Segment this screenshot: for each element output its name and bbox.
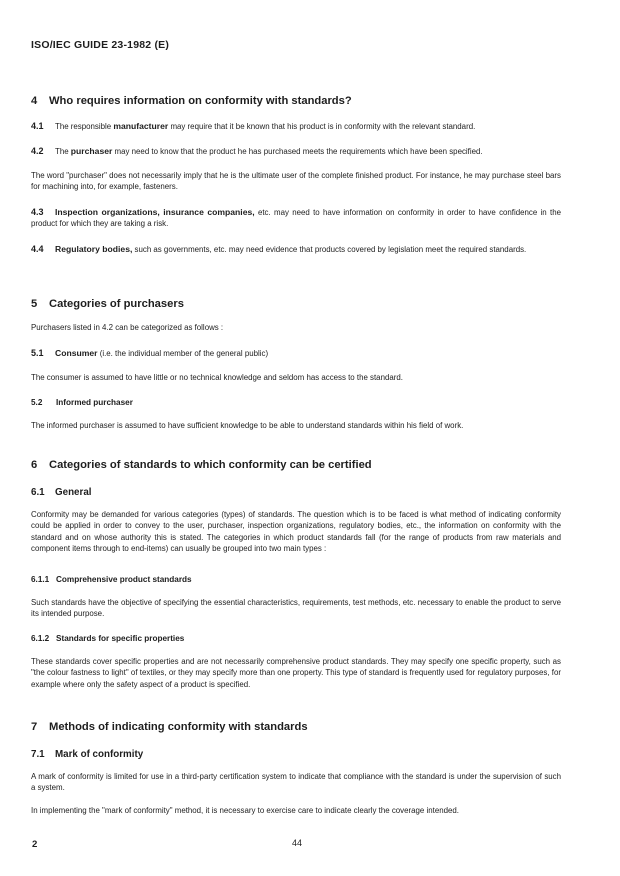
clause-text-pre: The responsible bbox=[55, 122, 114, 131]
subclause-title: Standards for specific properties bbox=[56, 634, 185, 643]
section-number: 4 bbox=[31, 95, 38, 107]
clause-number: 4.2 bbox=[31, 146, 44, 156]
paragraph-5-intro: Purchasers listed in 4.2 can be categorized as follows : bbox=[31, 323, 224, 332]
clause-number: 4.3 bbox=[31, 207, 44, 217]
section-title: Categories of standards to which conformity can be certified bbox=[49, 459, 372, 471]
clause-text-pre: The bbox=[55, 147, 71, 156]
section-number: 6 bbox=[31, 459, 38, 471]
paragraph-4-2-note: The word "purchaser" does not necessarily imply that he is the ultimate user of the complete finished product. For instance, he may purchase steel bars for machining into, for example, fasteners. bbox=[31, 171, 561, 192]
clause-text-post: may need to know that the product he has purchased meets the requirements which have been specified. bbox=[112, 147, 483, 156]
section-number: 5 bbox=[31, 298, 38, 310]
clause-5-1 bbox=[31, 348, 561, 359]
clause-number: 5.1 bbox=[31, 348, 44, 358]
clause-4-2 bbox=[31, 146, 561, 157]
page-number: 2 bbox=[32, 839, 38, 850]
clause-4-3 bbox=[31, 207, 561, 230]
clause-4-4 bbox=[31, 244, 561, 255]
clause-text-post: may require that it be known that his product is in conformity with the relevant standard. bbox=[168, 122, 476, 131]
subclause-6-1-1-heading bbox=[31, 575, 561, 584]
paragraph-7-1-a: A mark of conformity is limited for use in a third-party certification system to indicate that compliance with the standard is under the supervision of such a system. bbox=[31, 772, 561, 793]
subclause-number: 7.1 bbox=[31, 749, 45, 760]
clause-text-post: such as governments, etc. may need evidence that products covered by legislation meet the required standards. bbox=[132, 245, 527, 254]
section-number: 7 bbox=[31, 721, 38, 733]
subclause-title: Informed purchaser bbox=[56, 398, 133, 407]
document-header: ISO/IEC GUIDE 23-1982 (E) bbox=[31, 39, 170, 51]
paragraph-6-1: Conformity may be demanded for various categories (types) of standards. The question which is to be faced is what method of indicating conformity could be applied in order to convey to the user, purchaser, inspection organizations, regulatory bodies, etc., the information on conformity with the standard and on whose authority this is stated. The categories in which product standards fall (for the range of products from raw materials and component items through to end-items) can usually be grouped into two main types : bbox=[31, 510, 561, 553]
paragraph-5-2: The informed purchaser is assumed to have sufficient knowledge to be able to understand standards within his field of work. bbox=[31, 421, 464, 430]
clause-bold-term: manufacturer bbox=[113, 121, 169, 131]
clause-text-post: (i.e. the individual member of the general public) bbox=[97, 349, 269, 358]
subclause-6-1-2-heading bbox=[31, 634, 561, 643]
clause-bold-term: Consumer bbox=[55, 348, 98, 358]
subclause-6-1-heading bbox=[31, 487, 561, 498]
clause-bold-term: Regulatory bodies, bbox=[55, 244, 133, 254]
section-7-heading bbox=[31, 721, 561, 733]
clause-4-1 bbox=[31, 121, 561, 132]
subclause-5-2-heading bbox=[31, 398, 561, 407]
section-title: Categories of purchasers bbox=[49, 298, 184, 310]
sheet-number: 44 bbox=[292, 838, 303, 848]
paragraph-5-1: The consumer is assumed to have little or no technical knowledge and seldom has access to the standard. bbox=[31, 373, 403, 382]
section-title: Methods of indicating conformity with standards bbox=[49, 721, 308, 733]
subclause-number: 6.1 bbox=[31, 487, 45, 498]
section-6-heading bbox=[31, 459, 561, 471]
subclause-number: 6.1.1 bbox=[31, 575, 50, 584]
clause-number: 4.4 bbox=[31, 244, 44, 254]
section-4-heading bbox=[31, 95, 561, 107]
clause-number: 4.1 bbox=[31, 121, 44, 131]
section-title: Who requires information on conformity with standards? bbox=[49, 95, 352, 107]
clause-text-post: etc. may need to have information on conformity in order to have confidence in the product for which they are taking a risk. bbox=[31, 208, 561, 229]
paragraph-7-1-b: In implementing the "mark of conformity" method, it is necessary to exercise care to indicate clearly the coverage intended. bbox=[31, 806, 459, 815]
paragraph-6-1-1: Such standards have the objective of specifying the essential characteristics, requirements, test methods, etc. necessary to enable the product to serve its intended purpose. bbox=[31, 598, 561, 619]
clause-bold-term: Inspection organizations, insurance companies, bbox=[55, 207, 255, 217]
subclause-title: Mark of conformity bbox=[55, 749, 144, 760]
subclause-number: 6.1.2 bbox=[31, 634, 50, 643]
subclause-title: General bbox=[55, 487, 92, 498]
section-5-heading bbox=[31, 298, 561, 310]
paragraph-6-1-2: These standards cover specific properties and are not necessarily comprehensive product standards. They may specify one specific property, such as "the colour fastness to light" of textiles, or they may specify more than one property. This type of standard is frequently used for regulatory purposes, for example where only the safety aspect of a product is specified. bbox=[31, 657, 561, 689]
clause-bold-term: purchaser bbox=[70, 146, 113, 156]
subclause-number: 5.2 bbox=[31, 398, 43, 407]
subclause-7-1-heading bbox=[31, 749, 561, 760]
subclause-title: Comprehensive product standards bbox=[56, 575, 192, 584]
